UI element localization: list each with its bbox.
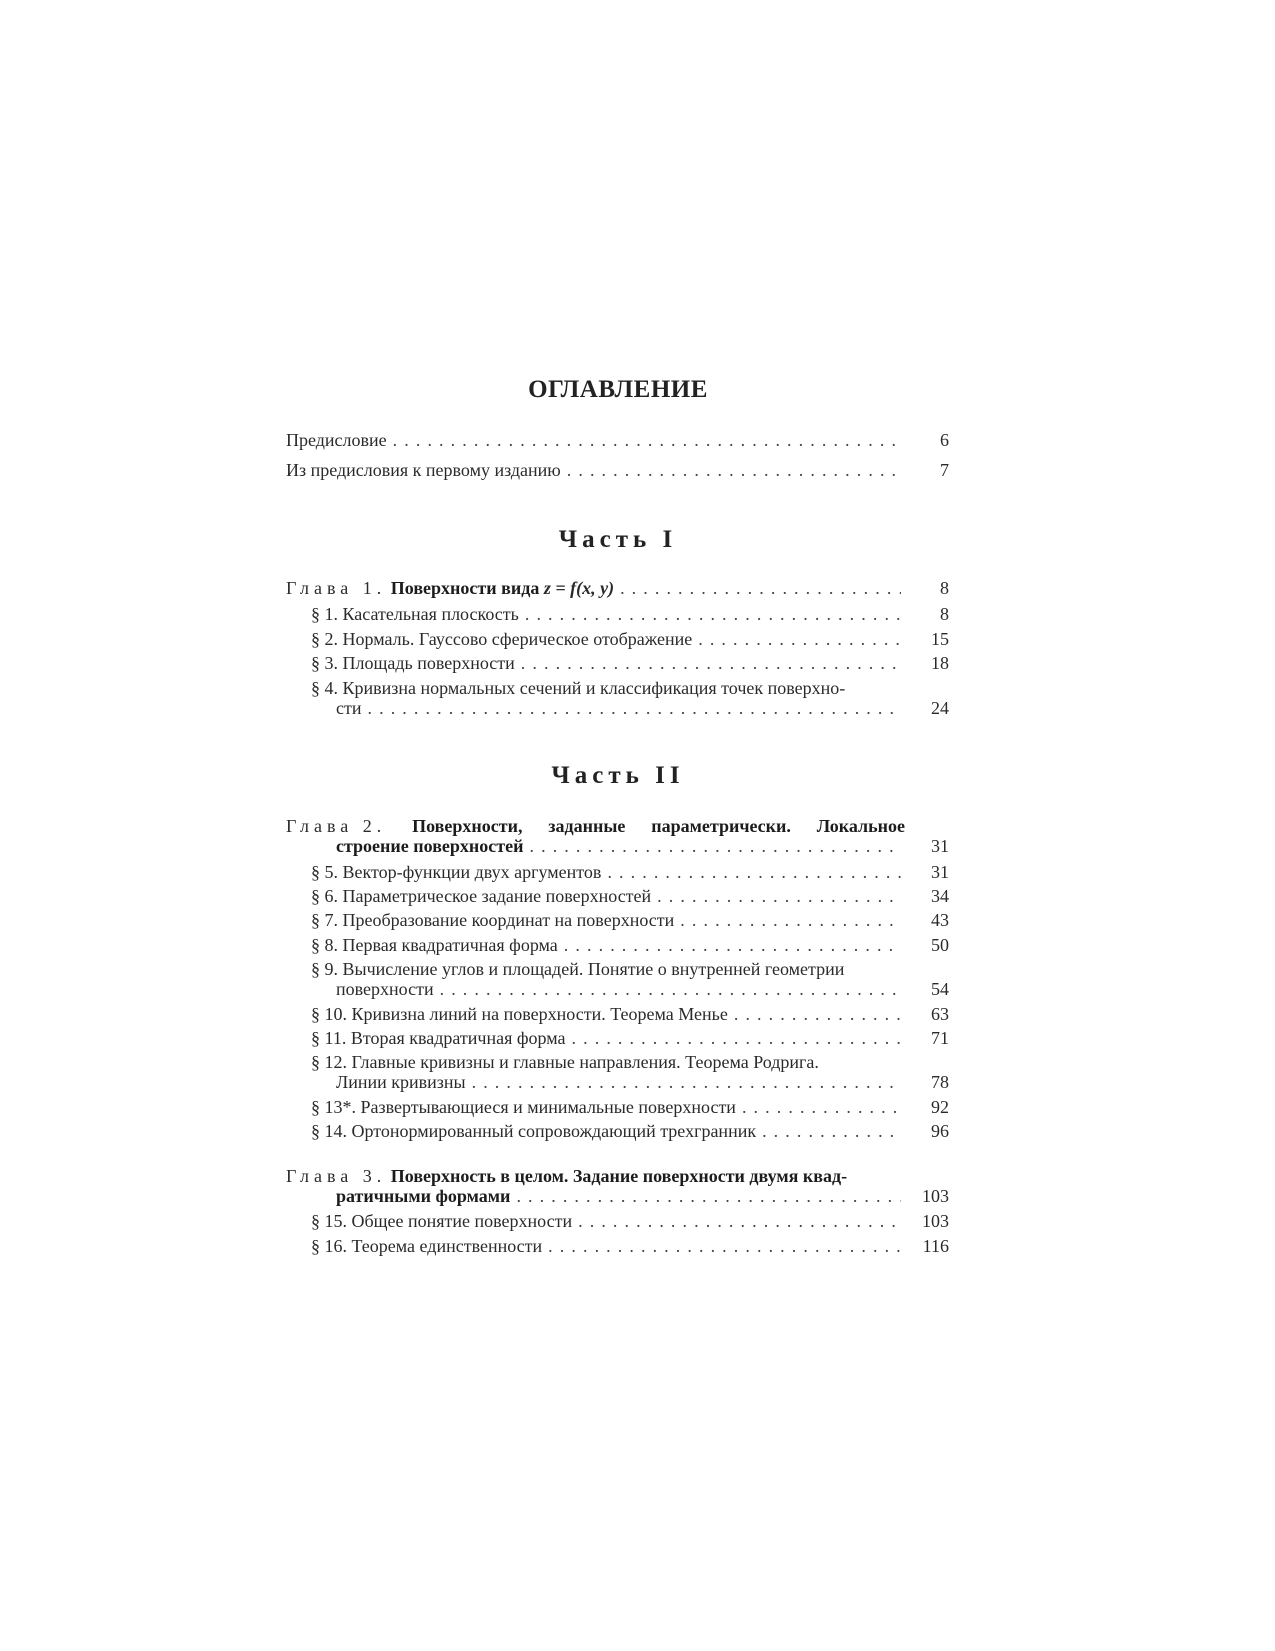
page-number: 8: [940, 604, 949, 624]
toc-section-14[interactable]: [311, 1121, 949, 1141]
page-number: 78: [931, 1072, 949, 1092]
leader-dots: [548, 1236, 901, 1256]
leader-dots: [440, 979, 901, 999]
part-2-title: Часть II: [551, 762, 685, 789]
toc-chapter-1[interactable]: [286, 578, 949, 598]
page-number: 54: [931, 979, 949, 999]
toc-chapter-2-line2[interactable]: [336, 836, 949, 856]
toc-section-2[interactable]: [311, 629, 949, 649]
section-label: § 10. Кривизна линий на поверхности. Теорема Менье: [311, 1004, 728, 1024]
chapter-label: [286, 578, 614, 598]
chapter-prefix: Глава 2.: [286, 816, 387, 836]
chapter-title: Поверхности вида: [390, 578, 540, 598]
page-number: 92: [931, 1097, 949, 1117]
toc-section-9-line2[interactable]: [336, 979, 949, 999]
toc-section-5[interactable]: [311, 862, 949, 882]
chapter-title-continued: строение поверхностей: [336, 836, 524, 856]
toc-section-4-line1[interactable]: [311, 678, 905, 698]
leader-dots: [680, 910, 901, 930]
leader-dots: [572, 1028, 901, 1048]
toc-section-16[interactable]: [311, 1236, 949, 1256]
toc-section-3[interactable]: [311, 653, 949, 673]
section-label: § 1. Касательная плоскость: [311, 604, 519, 624]
leader-dots: [516, 1186, 901, 1206]
page-number: 63: [931, 1004, 949, 1024]
section-label: § 2. Нормаль. Гауссово сферическое отображение: [311, 629, 693, 649]
page-number: 50: [931, 935, 949, 955]
chapter-title-word: Локальное: [816, 816, 905, 836]
toc-entry-preface[interactable]: [286, 430, 949, 450]
leader-dots: [734, 1004, 901, 1024]
leader-dots: [393, 430, 901, 450]
page-number: 15: [931, 629, 949, 649]
leader-dots: [530, 836, 902, 856]
toc-section-11[interactable]: [311, 1028, 949, 1048]
toc-section-9-line1[interactable]: [311, 959, 905, 979]
toc-section-10[interactable]: [311, 1004, 949, 1024]
leader-dots: [620, 578, 901, 598]
section-label: § 3. Площадь поверхности: [311, 653, 515, 673]
leader-dots: [564, 935, 901, 955]
chapter-formula: z = f(x, y): [543, 578, 615, 598]
section-label: § 8. Первая квадратичная форма: [311, 935, 558, 955]
page-number: 103: [922, 1211, 949, 1231]
chapter-title-continued: ратичными формами: [336, 1186, 511, 1206]
section-label: § 12. Главные кривизны и главные направления. Теорема Родрига.: [311, 1052, 819, 1072]
section-label: § 7. Преобразование координат на поверхности: [311, 910, 675, 930]
section-label: § 11. Вторая квадратичная форма: [311, 1028, 566, 1048]
page-number: 96: [931, 1121, 949, 1141]
chapter-prefix: Глава 3.: [286, 1166, 387, 1186]
page-number: 31: [931, 836, 949, 856]
toc-chapter-3-line2[interactable]: [336, 1186, 949, 1206]
page-number: 71: [931, 1028, 949, 1048]
section-label: § 13*. Развертывающиеся и минимальные поверхности: [311, 1097, 736, 1117]
section-label-continued: поверхности: [336, 979, 434, 999]
page-number: 6: [940, 430, 949, 450]
toc-section-8[interactable]: [311, 935, 949, 955]
toc-chapter-3-line1[interactable]: [286, 1166, 905, 1186]
toc-section-13[interactable]: [311, 1097, 949, 1117]
leader-dots: [742, 1097, 901, 1117]
leader-dots: [472, 1072, 901, 1092]
page-number: 116: [922, 1236, 949, 1256]
toc-section-6[interactable]: [311, 886, 949, 906]
toc-section-1[interactable]: [311, 604, 949, 624]
section-label: § 14. Ортонормированный сопровождающий трехгранник: [311, 1121, 757, 1141]
chapter-title-word: Поверхности,: [412, 816, 523, 836]
page-number: 31: [931, 862, 949, 882]
part-1-title: Часть I: [558, 526, 678, 553]
section-label: § 6. Параметрическое задание поверхностей: [311, 886, 652, 906]
page-number: 8: [940, 578, 949, 598]
toc-section-12-line2[interactable]: [336, 1072, 949, 1092]
toc-entry-first-edition-preface[interactable]: [286, 460, 949, 480]
chapter-title-word: параметрически.: [651, 816, 791, 836]
toc-section-15[interactable]: [311, 1211, 949, 1231]
leader-dots: [567, 460, 901, 480]
chapter-title-word: заданные: [548, 816, 626, 836]
section-label-continued: сти: [336, 698, 362, 718]
section-label: § 5. Вектор-функции двух аргументов: [311, 862, 602, 882]
section-label: § 4. Кривизна нормальных сечений и классификация точек поверхно-: [311, 678, 846, 698]
section-label: § 16. Теорема единственности: [311, 1236, 543, 1256]
page-number: 18: [931, 653, 949, 673]
toc-entry-label: Предисловие: [286, 430, 387, 450]
chapter-prefix: Глава 1.: [286, 578, 387, 598]
toc-entry-label: Из предисловия к первому изданию: [286, 460, 561, 480]
chapter-title: Поверхность в целом. Задание поверхности двумя квад-: [390, 1166, 848, 1186]
leader-dots: [578, 1211, 901, 1231]
toc-chapter-2-line1[interactable]: [286, 816, 905, 836]
page-number: 7: [940, 460, 949, 480]
leader-dots: [698, 629, 901, 649]
leader-dots: [657, 886, 901, 906]
leader-dots: [607, 862, 901, 882]
section-label-continued: Линии кривизны: [336, 1072, 466, 1092]
page-number: 24: [931, 698, 949, 718]
section-label: § 15. Общее понятие поверхности: [311, 1211, 573, 1231]
page-number: 103: [922, 1186, 949, 1206]
leader-dots: [525, 604, 901, 624]
page-number: 34: [931, 886, 949, 906]
toc-section-12-line1[interactable]: [311, 1052, 905, 1072]
leader-dots: [368, 698, 902, 718]
toc-section-7[interactable]: [311, 910, 949, 930]
leader-dots: [762, 1121, 901, 1141]
toc-section-4-line2[interactable]: [336, 698, 949, 718]
section-label: § 9. Вычисление углов и площадей. Понятие о внутренней геометрии: [311, 959, 845, 979]
chapter-label: [286, 1166, 847, 1186]
page-title: ОГЛАВЛЕНИЕ: [528, 376, 708, 403]
page-number: 43: [931, 910, 949, 930]
leader-dots: [521, 653, 901, 673]
